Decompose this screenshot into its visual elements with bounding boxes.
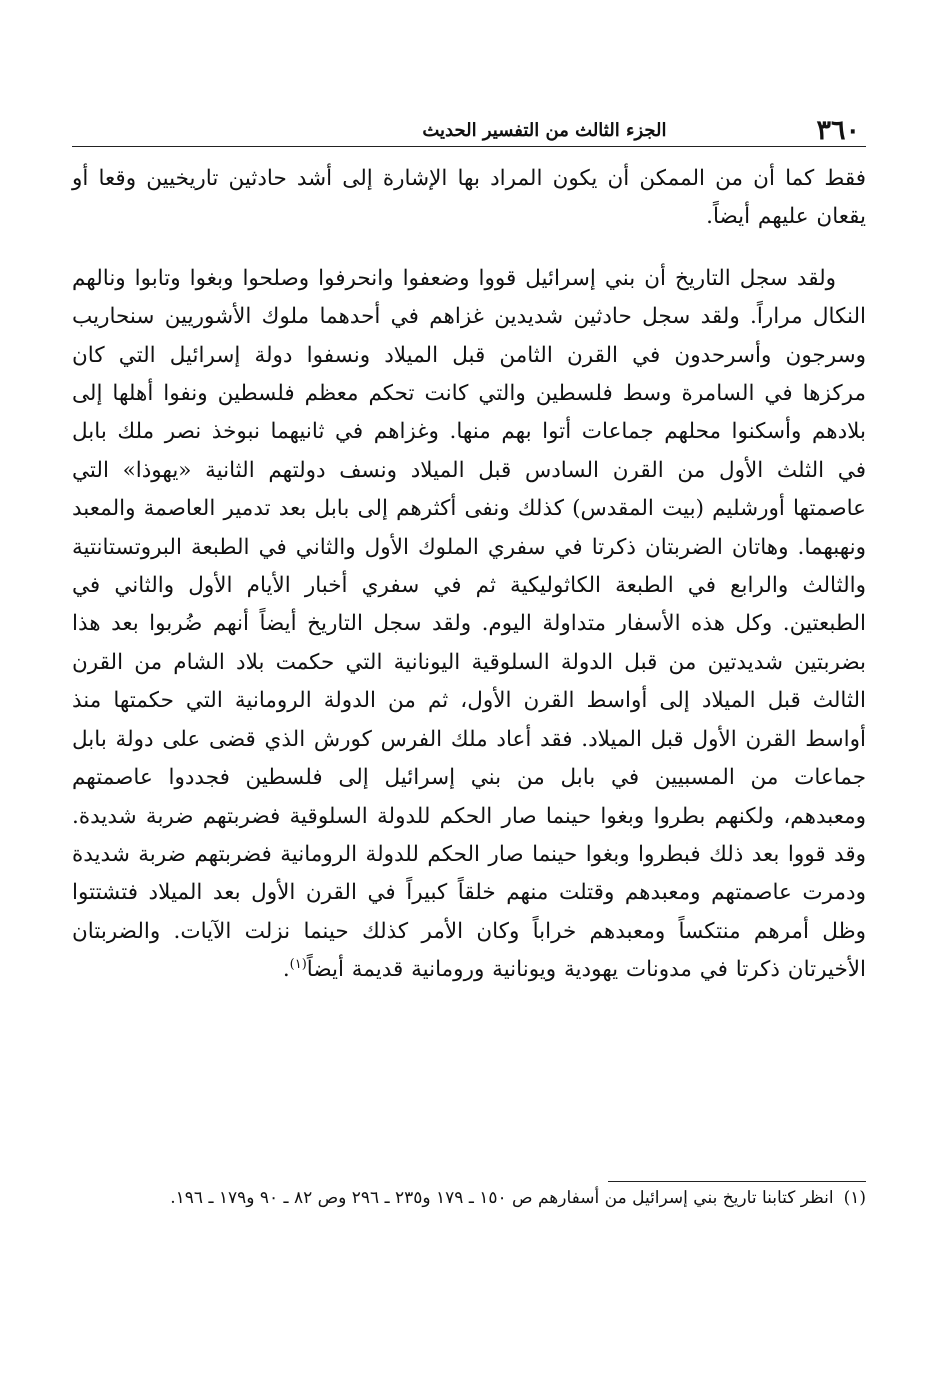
paragraph-text: ولقد سجل التاريخ أن بني إسرائيل قووا وضعفوا وانحرفوا وصلحوا وبغوا وتابوا ونالهم النكال مراراً. ولقد سجل حادثين شديدين غزاهم في أحدهما ملوك الأشوريين سنحاريب وسرجون وأسرحدون في القرن الثامن قبل الميلاد ونسفوا دولة إسرائيل التي كان مركزها في السامرة وسط فلسطين والتي كانت تحكم معظم فلسطين ونفوا أهلها إلى بلادهم وأسكنوا محلهم جماعات أتوا بهم منها. وغزاهم في ثانيهما نبوخذ نصر ملك بابل في الثلث الأول من القرن السادس قبل الميلاد ونسف دولتهم الثانية «يهوذا» التي عاصمتها أورشليم (بيت المقدس) كذلك ونفى أكثرهم إلى بابل بعد تدمير العاصمة والمعبد ونهبهما. وهاتان الضربتان ذكرتا في سفري الملوك الأول والثاني في الطبعة البروتستانتية والثالث والرابع في الطبعة الكاثوليكية ثم في سفري أخبار الأيام الأول والثاني في الطبعتين. وكل هذه الأسفار متداولة اليوم. ولقد سجل التاريخ أيضاً أنهم ضُربوا بعد هذا بضربتين شديدتين من قبل الدولة السلوقية اليونانية التي حكمت بلاد الشام من القرن الثالث قبل الميلاد إلى أواسط القرن الأول، ثم من الدولة الرومانية التي حكمتها منذ أواسط القرن الأول قبل الميلاد. فقد أعاد ملك الفرس كورش الذي قضى على دولة بابل جماعات من المسبيين في بابل من بني إسرائيل إلى فلسطين فجددوا عاصمتهم ومعبدهم، ولكنهم بطروا وبغوا حينما صار الحكم للدولة السلوقية فضربتهم ضربة شديدة. وقد قووا بعد ذلك فبطروا وبغوا حينما صار الحكم للدولة الرومانية فضربتهم ضربة شديدة ودمرت عاصمتهم ومعبدهم وقتلت منهم خلقاً كبيراً في القرن الأول بعد الميلاد فتشتتوا وظل أمرهم منتكساً ومعبدهم خراباً وكان الأمر كذلك حينما نزلت الآيات. والضربتان الأخيرتان ذكرتا في مدونات يهودية ويونانية ورومانية قديمة أيضاً: [72, 265, 866, 983]
main-text: [72, 160, 866, 990]
footnote-reference[interactable]: (١): [289, 956, 307, 972]
footnotes: [72, 1183, 866, 1214]
paragraph: [72, 260, 866, 990]
paragraph-end: .: [282, 957, 290, 983]
footnote: [72, 1183, 866, 1214]
footnote-divider: [608, 1181, 866, 1182]
running-title: الجزء الثالث من التفسير الحديث: [422, 120, 667, 141]
paragraph: فقط كما أن من الممكن أن يكون المراد بها الإشارة إلى أشد حادثين تاريخيين وقعا أو يقعان عليهم أيضاً.: [72, 166, 866, 230]
page-header: [72, 112, 866, 147]
page-number: ٣٦٠: [816, 115, 860, 146]
footnote-marker: (١): [843, 1188, 866, 1208]
footnote-text: انظر كتابنا تاريخ بني إسرائيل من أسفارهم ص ١٥٠ ـ ١٧٩ و٢٣٥ ـ ٢٩٦ وص ٨٢ ـ ٩٠ و١٧٩ ـ ١٩٦.: [170, 1188, 834, 1208]
